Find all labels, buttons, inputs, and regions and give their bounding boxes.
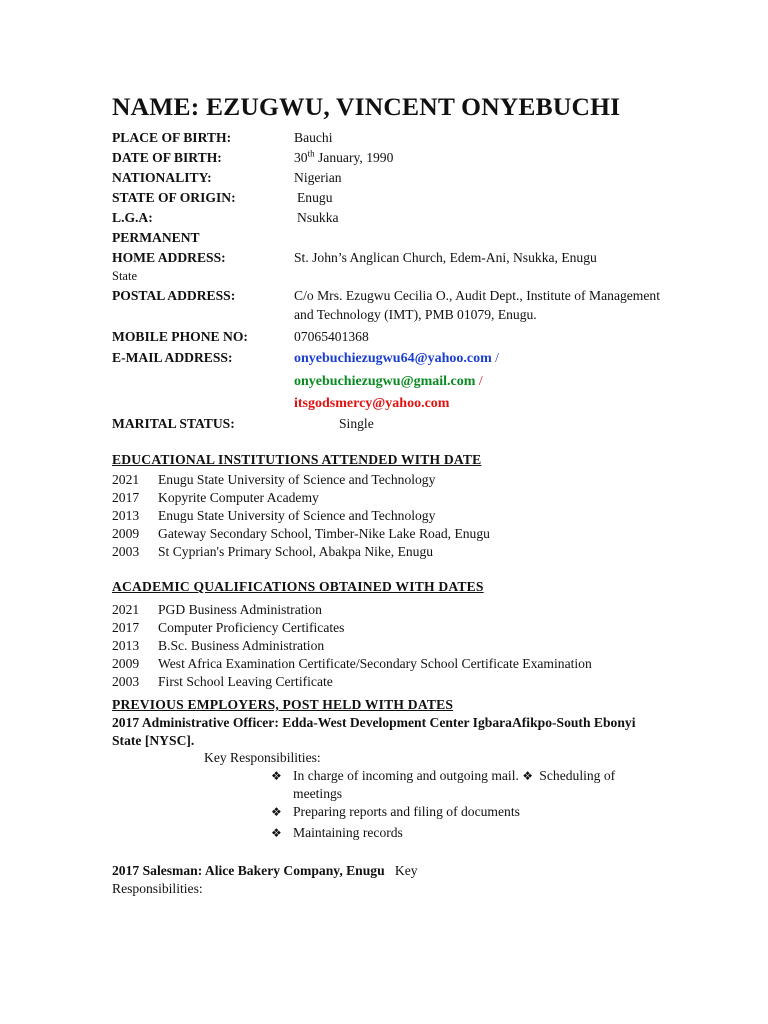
job1-bullet-1-inline: Scheduling of [539, 768, 616, 783]
lga-value: Nsukka [297, 210, 339, 225]
page-title: NAME: EZUGWU, VINCENT ONYEBUCHI [112, 92, 621, 121]
qualification-text: B.Sc. Business Administration [158, 638, 325, 653]
job1-key-responsibilities: Key Responsibilities: [204, 750, 321, 765]
list-item [112, 471, 435, 489]
job1-bullet-3-text: Maintaining records [293, 825, 403, 840]
education-text: Enugu State University of Science and Technology [158, 472, 436, 487]
job1-bullet-1-text: In charge of incoming and outgoing mail. [293, 768, 519, 783]
email-link-2[interactable]: onyebuchiezugwu@gmail.com [294, 374, 476, 389]
dob-rest: January, 1990 [314, 150, 394, 165]
home-address-continuation: State [112, 269, 137, 283]
employment-heading: PREVIOUS EMPLOYERS, POST HELD WITH DATES [112, 697, 454, 712]
education-text: Kopyrite Computer Academy [158, 490, 319, 505]
home-address-value: St. John’s Anglican Church, Edem-Ani, Nsukka, Enugu [294, 250, 597, 265]
nationality-value: Nigerian [294, 170, 342, 185]
education-year: 2013 [112, 508, 140, 523]
nationality-label: NATIONALITY: [112, 170, 212, 185]
education-year: 2017 [112, 490, 140, 505]
home-address-label: HOME ADDRESS: [112, 250, 226, 265]
list-item [112, 525, 490, 543]
job2-key-word: Key [394, 863, 418, 878]
qualification-year: 2021 [112, 602, 140, 617]
place-of-birth-value: Bauchi [294, 130, 333, 145]
marital-status-value: Single [339, 416, 374, 431]
permanent-label: PERMANENT [112, 230, 200, 245]
qualification-text: Computer Proficiency Certificates [158, 620, 345, 635]
job1-bullet-1-continuation: meetings [293, 786, 343, 801]
qualification-year: 2003 [112, 674, 140, 689]
qualification-year: 2017 [112, 620, 140, 635]
lga-label: L.G.A: [112, 210, 153, 225]
email-line-3 [294, 393, 449, 413]
date-of-birth-label: DATE OF BIRTH: [112, 150, 222, 165]
dob-day: 30 [294, 150, 308, 165]
list-item [112, 543, 433, 561]
job1-bullet-2-text: Preparing reports and filing of documents [293, 804, 520, 819]
diamond-bullet-icon: ❖ [271, 805, 282, 819]
list-item [112, 637, 324, 655]
list-item [112, 673, 333, 691]
mobile-value: 07065401368 [294, 329, 369, 344]
email-line-1 [294, 348, 499, 368]
postal-address-value: C/o Mrs. Ezugwu Cecilia O., Audit Dept., Institute of Management and Technology (IMT), PMB 01079, Enugu. [294, 288, 660, 322]
dob-suffix: th [307, 148, 315, 159]
education-text: Gateway Secondary School, Timber-Nike Lake Road, Enugu [158, 526, 490, 541]
list-item [112, 655, 592, 673]
email-line-2 [294, 371, 483, 391]
list-item [112, 507, 435, 525]
mobile-label: MOBILE PHONE NO: [112, 329, 248, 344]
email-separator-2: / [475, 373, 483, 388]
diamond-bullet-icon: ❖ [522, 769, 534, 783]
job2-title-row [112, 862, 418, 880]
education-year: 2003 [112, 544, 140, 559]
qualification-year: 2009 [112, 656, 140, 671]
education-text: St Cyprian's Primary School, Abakpa Nike, Enugu [158, 544, 434, 559]
job1-bullet-2 [271, 803, 520, 821]
email-link-3[interactable]: itsgodsmercy@yahoo.com [294, 396, 450, 411]
qualification-year: 2013 [112, 638, 140, 653]
education-year: 2021 [112, 472, 140, 487]
qualifications-heading: ACADEMIC QUALIFICATIONS OBTAINED WITH DATES [112, 579, 484, 594]
job2-title: 2017 Salesman: Alice Bakery Company, Enugu [112, 863, 385, 878]
job1-title: 2017 Administrative Officer: Edda-West Development Center IgbaraAfikpo-South Ebonyi State [NYSC]. [112, 715, 636, 748]
email-label: E-MAIL ADDRESS: [112, 350, 233, 365]
education-heading: EDUCATIONAL INSTITUTIONS ATTENDED WITH DATE [112, 452, 482, 467]
list-item [112, 619, 344, 637]
qualification-text: PGD Business Administration [158, 602, 322, 617]
education-year: 2009 [112, 526, 140, 541]
diamond-bullet-icon: ❖ [271, 826, 282, 840]
state-of-origin-label: STATE OF ORIGIN: [112, 190, 236, 205]
email-link-1[interactable]: onyebuchiezugwu64@yahoo.com [294, 351, 492, 366]
list-item [112, 601, 322, 619]
marital-status-label: MARITAL STATUS: [112, 416, 235, 431]
list-item [112, 489, 319, 507]
qualification-text: West Africa Examination Certificate/Secondary School Certificate Examination [158, 656, 592, 671]
job1-bullet-1 [271, 767, 615, 785]
place-of-birth-label: PLACE OF BIRTH: [112, 130, 232, 145]
email-separator-1: / [491, 350, 499, 365]
state-of-origin-value: Enugu [297, 190, 333, 205]
postal-address-label: POSTAL ADDRESS: [112, 288, 236, 303]
job2-responsibilities-word: Responsibilities: [112, 881, 203, 896]
date-of-birth-value [294, 148, 393, 167]
job1-bullet-3 [271, 824, 403, 842]
diamond-bullet-icon: ❖ [271, 769, 282, 783]
qualification-text: First School Leaving Certificate [158, 674, 333, 689]
education-text: Enugu State University of Science and Technology [158, 508, 436, 523]
